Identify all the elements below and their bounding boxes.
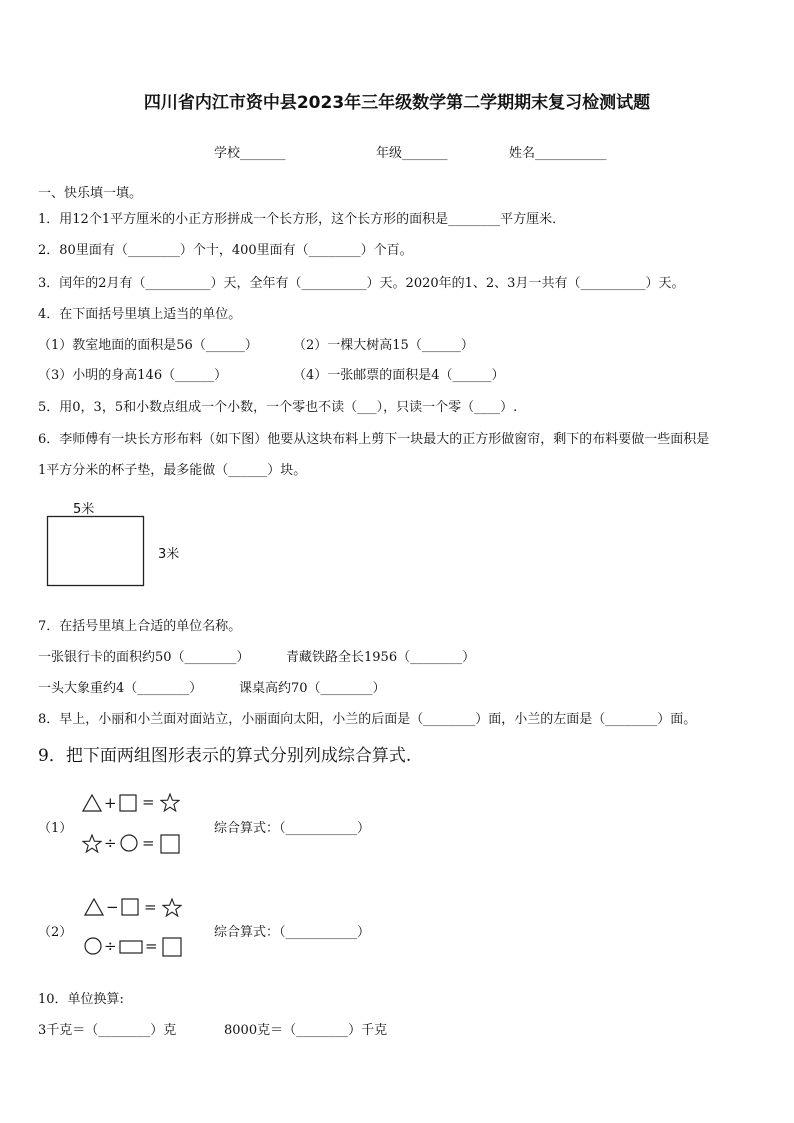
question-8: 8．早上，小丽和小兰面对面站立，小丽面向太阳，小兰的后面是（________）面，小兰的左面是（________）面。 [38, 712, 697, 727]
equals-sign: = [145, 937, 158, 955]
question-4-item-2: （2）一棵大树高15（______） [293, 338, 474, 353]
divide-sign: ÷ [104, 937, 117, 955]
triangle-icon [84, 898, 104, 916]
group-2-label: （2） [38, 925, 73, 940]
school-field: 学校_______ [214, 146, 286, 161]
square-icon [160, 834, 180, 854]
rectangle-width-label: 5米 [73, 502, 95, 517]
page-title: 四川省内江市资中县2023年三年级数学第二学期期末复习检测试题 [143, 93, 651, 113]
section-heading: 一、快乐填一填。 [38, 186, 143, 201]
circle-icon [120, 834, 138, 852]
question-6-line-1: 6．李师傅有一块长方形布料（如下图）他要从这块布料上剪下一块最大的正方形做窗帘，剩下的布料要做一些面积是 [38, 432, 710, 447]
minus-sign: − [106, 898, 119, 916]
question-7-stem: 7．在括号里填上合适的单位名称。 [38, 619, 242, 634]
equals-sign: = [142, 793, 155, 811]
question-7-item-2: 青藏铁路全长1956（________） [286, 650, 476, 665]
star-icon [162, 898, 182, 917]
square-icon [121, 898, 139, 916]
rectangle-height-label: 3米 [158, 547, 180, 562]
question-7-item-3: 一头大象重约4（________） [38, 681, 203, 696]
group-1-label: （1） [38, 821, 73, 836]
question-7-item-1: 一张银行卡的面积约50（________） [38, 650, 250, 665]
question-4-item-4: （4）一张邮票的面积是4（______） [293, 368, 505, 383]
rectangle-icon [119, 940, 143, 954]
equals-sign: = [144, 898, 157, 916]
square-icon [162, 937, 182, 957]
group-1-answer: 综合算式：（___________） [214, 821, 371, 836]
question-6-line-2: 1平方分米的杯子垫，最多能做（______）块。 [38, 463, 307, 478]
question-4-stem: 4．在下面括号里填上适当的单位。 [38, 307, 242, 322]
equals-sign: = [142, 834, 155, 852]
triangle-icon [82, 794, 102, 812]
divide-sign: ÷ [104, 834, 117, 852]
question-2: 2．80里面有（________）个十，400里面有（________）个百。 [38, 243, 413, 258]
question-3: 3．闰年的2月有（__________）天，全年有（__________）天。2020年的1、2、3月一共有（__________）天。 [38, 276, 685, 291]
star-icon [82, 834, 102, 853]
question-4-item-3: （3）小明的身高146（______） [38, 368, 228, 383]
rectangle-figure [46, 515, 146, 587]
circle-icon [84, 937, 102, 955]
group-2-answer: 综合算式：（___________） [214, 925, 371, 940]
question-10-item-2: 8000克＝（________）千克 [224, 1023, 388, 1038]
square-icon [119, 794, 137, 812]
question-7-item-4: 课桌高约70（________） [239, 681, 386, 696]
question-1: 1．用12个1平方厘米的小正方形拼成一个长方形，这个长方形的面积是________平方厘米． [38, 212, 566, 227]
question-4-item-1: （1）教室地面的面积是56（______） [38, 338, 258, 353]
question-10-item-1: 3千克＝（________）克 [38, 1023, 177, 1038]
question-9-stem: 9．把下面两组图形表示的算式分别列成综合算式. [38, 746, 412, 766]
grade-field: 年级_______ [376, 146, 448, 161]
star-icon [160, 793, 180, 812]
plus-sign: + [104, 794, 117, 812]
name-field: 姓名___________ [509, 146, 607, 161]
question-10-stem: 10．单位换算: [38, 992, 124, 1007]
question-5: 5．用0，3，5和小数点组成一个小数，一个零也不读（___），只读一个零（____）. [38, 400, 518, 415]
